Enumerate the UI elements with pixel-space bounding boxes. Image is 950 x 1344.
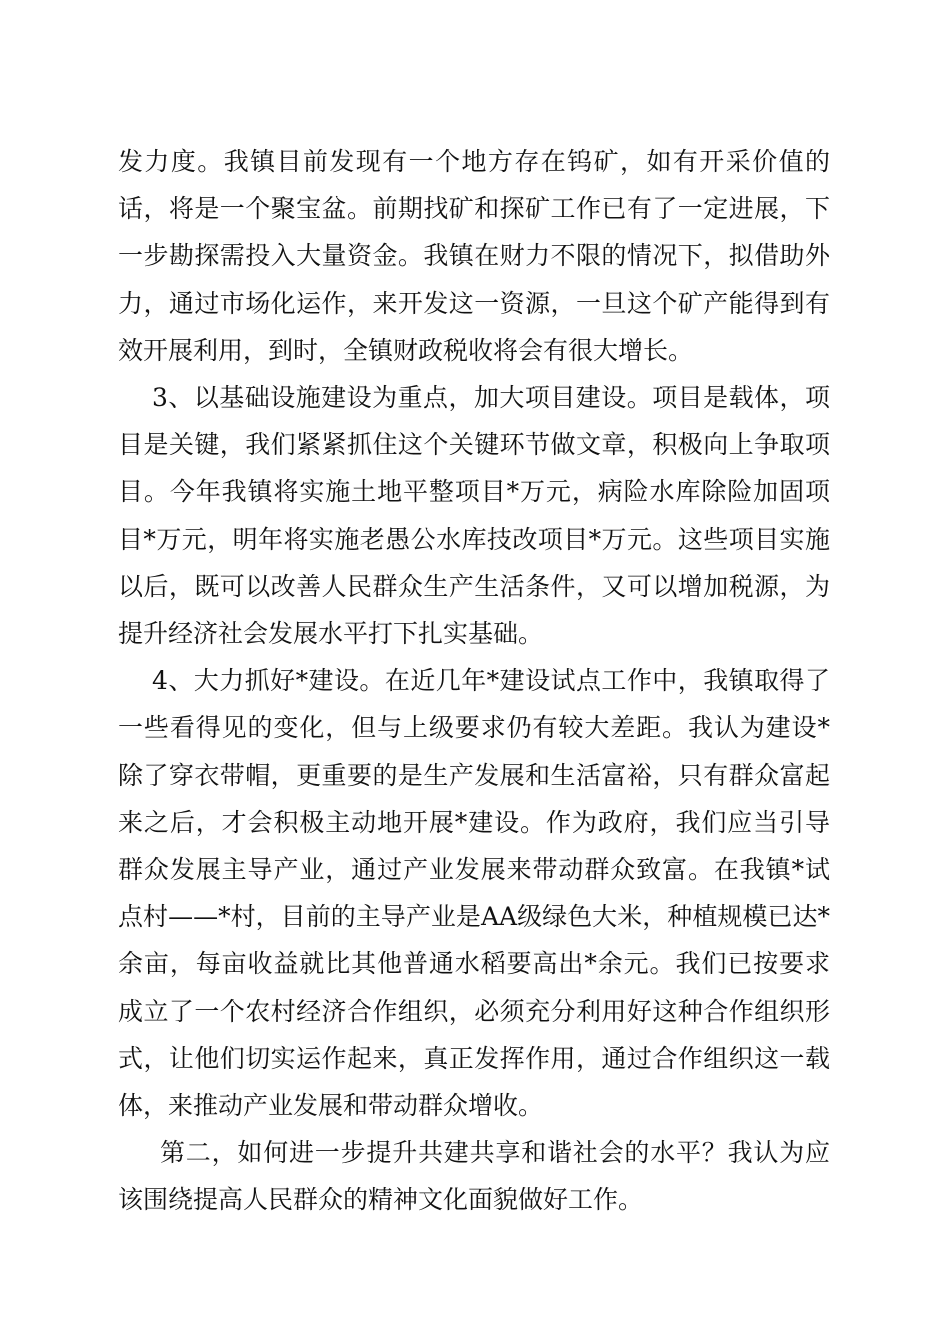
paragraph-pilot-construction: 4、大力抓好*建设。在近几年*建设试点工作中，我镇取得了一些看得见的变化，但与上级要求仍有较大差距。我认为建设*除了穿衣带帽，更重要的是生产发展和生活富裕，只有群众富起来之后，才会积极主动地开展*建设。作为政府，我们应当引导群众发展主导产业，通过产业发展来带动群众致富。在我镇*试点村——*村，目前的主导产业是AA级绿色大米，种植规模已达*余亩，每亩收益就比其他普通水稻要高出*余元。我们已按要求成立了一个农村经济合作组织，必须充分利用好这种合作组织形式，让他们切实运作起来，真正发挥作用，通过合作组织这一载体，来推动产业发展和带动群众增收。 xyxy=(118,666,830,1121)
paragraph-mining-continuation: 发力度。我镇目前发现有一个地方存在钨矿，如有开采价值的话，将是一个聚宝盆。前期找矿和探矿工作已有了一定进展，下一步勘探需投入大量资金。我镇在财力不限的情况下，拟借助外力，通过市场化运作，来开发这一资源，一旦这个矿产能得到有效开展利用，到时，全镇财政税收将会有很大增长。 xyxy=(118,147,830,365)
paragraph-harmonious-society: 第二，如何进一步提升共建共享和谐社会的水平？我认为应该围绕提高人民群众的精神文化面貌做好工作。 xyxy=(118,1138,830,1215)
document-body xyxy=(118,138,830,1224)
paragraph-infrastructure-projects: 3、以基础设施建设为重点，加大项目建设。项目是载体，项目是关键，我们紧紧抓住这个关键环节做文章，积极向上争取项目。今年我镇将实施土地平整项目*万元，病险水库除险加固项目*万元，明年将实施老愚公水库技改项目*万元。这些项目实施以后，既可以改善人民群众生产生活条件，又可以增加税源，为提升经济社会发展水平打下扎实基础。 xyxy=(118,383,830,649)
